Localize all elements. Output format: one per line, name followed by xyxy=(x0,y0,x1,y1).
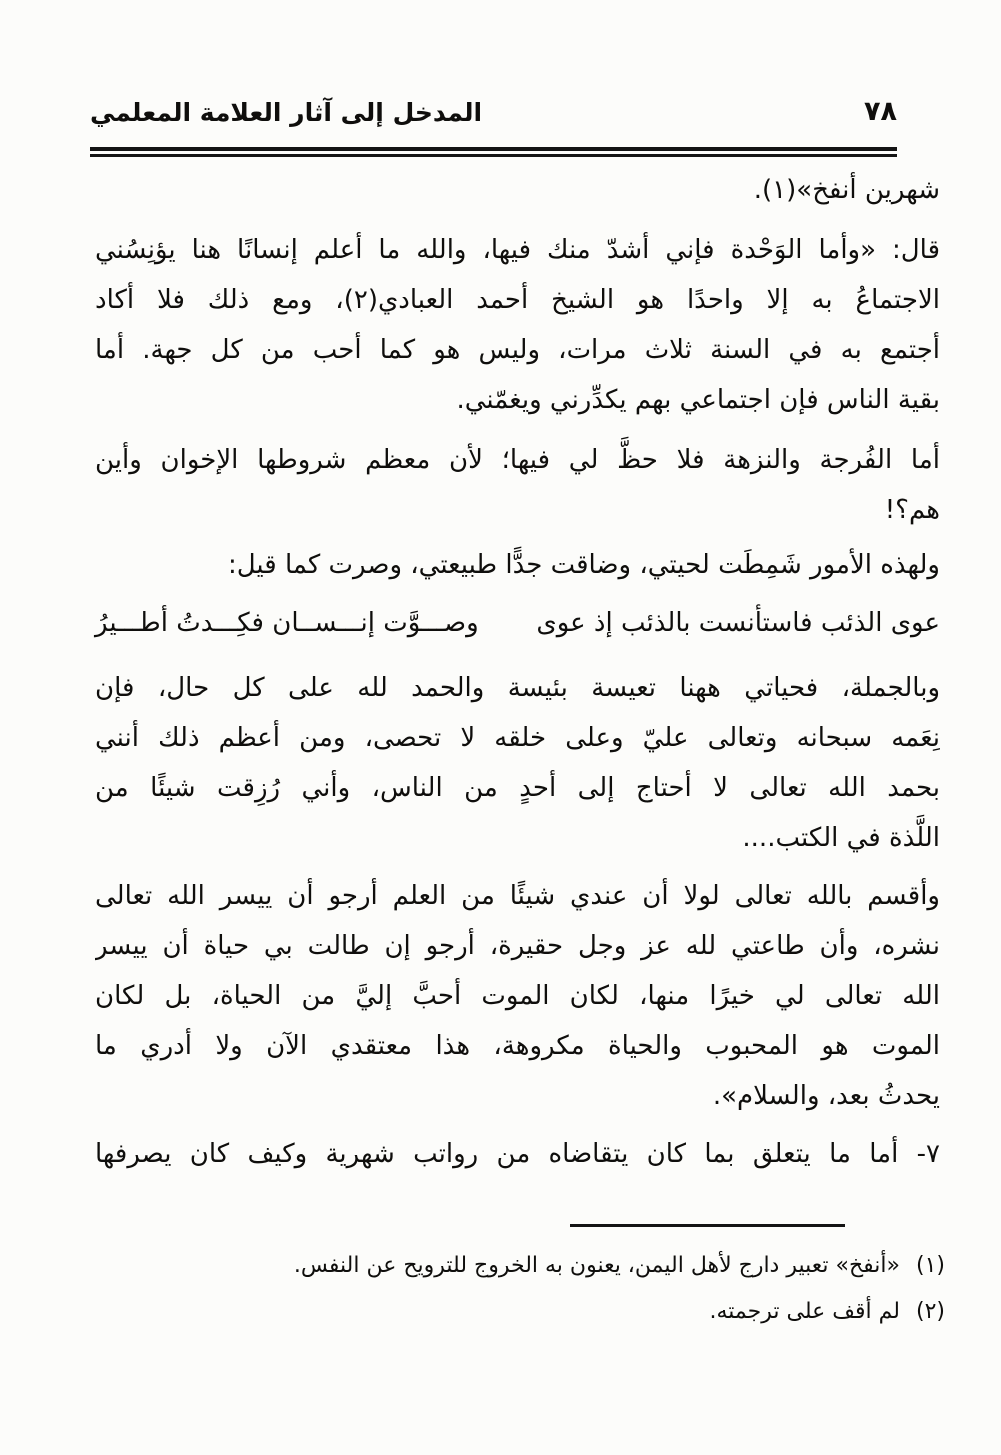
header-rule-bottom xyxy=(90,154,897,157)
text-line: شهرين أنفخ»(١). xyxy=(753,175,940,205)
header-rule xyxy=(90,147,897,157)
text-line: الموت هو المحبوب والحياة مكروهة، هذا معتقدي الآن ولا أدري ما xyxy=(95,1031,940,1061)
text-line: يحدثُ بعد، والسلام». xyxy=(712,1081,940,1111)
footnote-marker: (١) xyxy=(915,1253,945,1278)
text-line: نِعَمه سبحانه وتعالى عليّ وعلى خلقه لا تحصى، ومن أعظم ذلك أنني xyxy=(95,723,940,753)
page-header xyxy=(90,96,897,127)
footnotes xyxy=(95,1243,945,1335)
text-line: ولهذه الأمور شَمِطَت لحيتي، وضاقت جدًّا طبيعتي، وصرت كما قيل: xyxy=(227,550,940,580)
footnote-rule xyxy=(570,1224,845,1227)
header-rule-top xyxy=(90,147,897,151)
footnote-marker: (٢) xyxy=(915,1299,945,1324)
body-text xyxy=(95,165,940,1179)
running-title: المدخل إلى آثار العلامة المعلمي xyxy=(90,98,483,127)
footnote xyxy=(95,1289,945,1335)
page-number: ٧٨ xyxy=(864,96,897,127)
footnote xyxy=(95,1243,945,1289)
footnote-text: لم أقف على ترجمته. xyxy=(709,1299,900,1324)
text-line: ٧- أما ما يتعلق بما كان يتقاضاه من رواتب شهرية وكيف كان يصرفها xyxy=(95,1139,940,1169)
verse-hemistich-left: وصـــوَّت إنـــســان فكِـــدتُ أطـــيرُ xyxy=(95,608,479,638)
text-line: أما الفُرجة والنزهة فلا حظَّ لي فيها؛ لأن معظم شروطها الإخوان وأين xyxy=(95,445,940,475)
text-line: أجتمع به في السنة ثلاث مرات، وليس هو كما أحب من كل جهة. أما xyxy=(95,335,940,365)
text-line: اللَّذة في الكتب.... xyxy=(742,823,940,853)
text-line: وبالجملة، فحياتي ههنا تعيسة بئيسة والحمد لله على كل حال، فإن xyxy=(95,673,940,703)
verse-line xyxy=(95,598,940,648)
text-line: وأقسم بالله تعالى لولا أن عندي شيئًا من العلم أرجو أن ييسر الله تعالى xyxy=(95,881,940,911)
text-line: بقية الناس فإن اجتماعي بهم يكدِّرني ويغمّني. xyxy=(456,385,940,415)
text-line: نشره، وأن طاعتي لله عز وجل حقيرة، أرجو إن طالت بي حياة أن ييسر xyxy=(95,931,940,961)
text-line: بحمد الله تعالى لا أحتاج إلى أحدٍ من الناس، وأني رُزِقت شيئًا من xyxy=(95,773,940,803)
verse-hemistich-right: عوى الذئب فاستأنست بالذئب إذ عوى xyxy=(536,608,940,638)
text-line: هم؟! xyxy=(884,495,940,525)
text-line: قال: «وأما الوَحْدة فإني أشدّ منك فيها، والله ما أعلم إنسانًا هنا يؤنِسُني xyxy=(95,235,940,265)
footnote-text: «أنفخ» تعبير دارج لأهل اليمن، يعنون به الخروج للترويح عن النفس. xyxy=(293,1253,900,1278)
text-line: الاجتماعُ به إلا واحدًا هو الشيخ أحمد العبادي(٢)، ومع ذلك فلا أكاد xyxy=(95,285,940,315)
text-line: الله تعالى لي خيرًا منها، لكان الموت أحبَّ إليَّ من الحياة، بل لكان xyxy=(95,981,940,1011)
